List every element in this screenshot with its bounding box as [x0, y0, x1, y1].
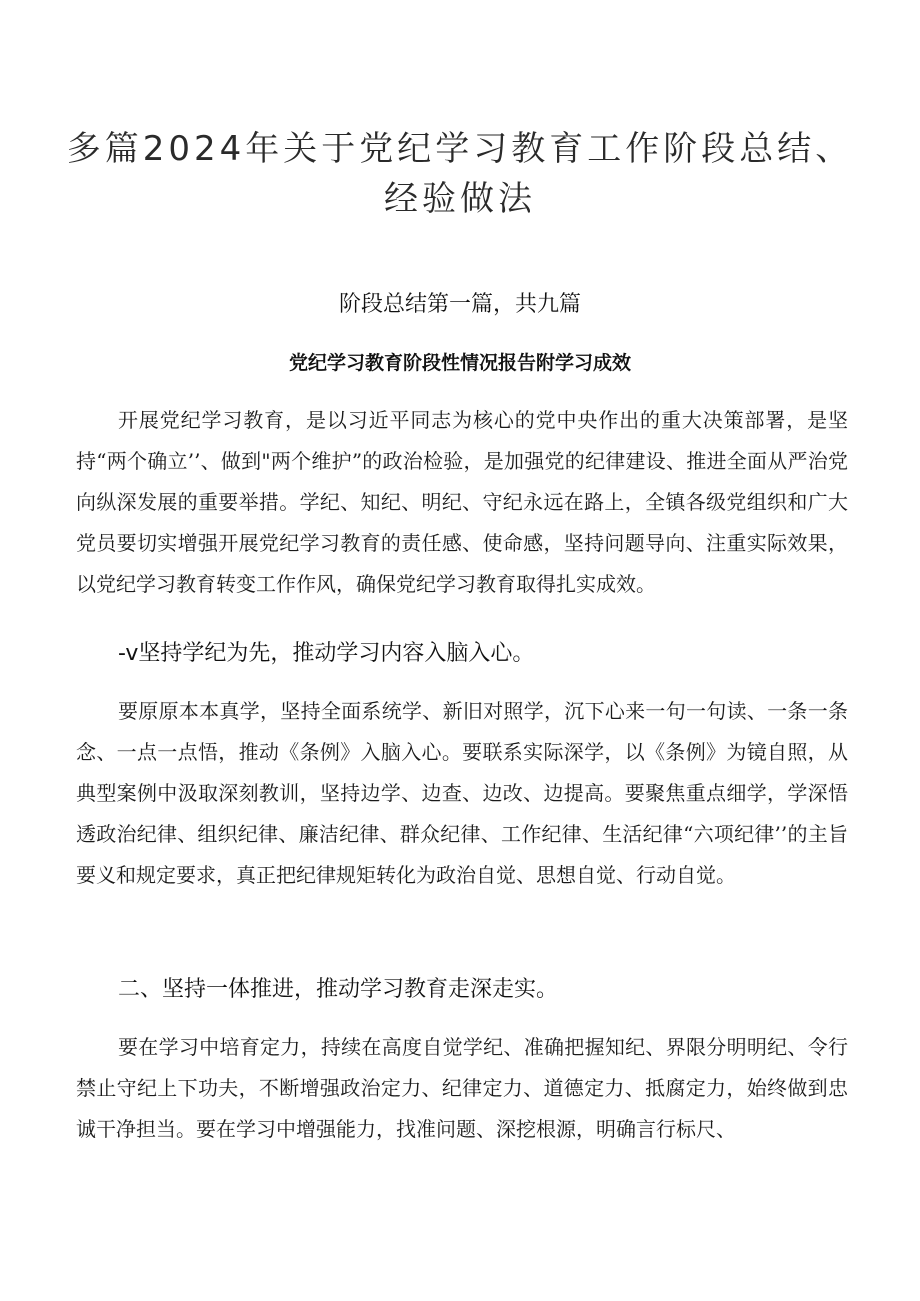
intro-paragraph: 开展党纪学习教育，是以习近平同志为核心的党中央作出的重大决策部署，是坚持“两个确立’’、做到"两个维护”的政治检验，是加强党的纪律建设、推进全面从严治党向纵深发展的重要举措。学纪、知纪、明纪、守纪永远在路上，全镇各级党组织和广大党员要切实增强开展党纪学习教育的责任感、使命感，坚持问题导向、注重实际效果，以党纪学习教育转变工作作风，确保党纪学习教育取得扎实成效。: [76, 408, 848, 596]
section-title: 党纪学习教育阶段性情况报告附学习成效: [288, 352, 631, 374]
study-paragraph: 要原原本本真学，坚持全面系统学、新旧对照学，沉下心来一句一句读、一条一条念、一点一点悟，推动《条例》入脑入心。要联系实际深学，以《条例》为镜自照，从典型案例中汲取深刻教训，坚持边学、边查、边改、边提高。要聚焦重点细学，学深悟透政治纪律、组织纪律、廉洁纪律、群众纪律、工作纪律、生活纪律“六项纪律’’的主旨要义和规定要求，真正把纪律规矩转化为政治自觉、思想自觉、行动自觉。: [76, 699, 848, 887]
document-title: 多篇2024年关于党纪学习教育工作阶段总结、经验做法: [66, 129, 854, 219]
document-subtitle: 阶段总结第一篇，共九篇: [338, 292, 581, 317]
heading-first: -v坚持学纪为先，推动学习内容入脑入心。: [118, 641, 535, 666]
heading-second: 二、坚持一体推进，推动学习教育走深走实。: [118, 977, 559, 1002]
integrated-paragraph: 要在学习中培育定力，持续在高度自觉学纪、准确把握知纪、界限分明明纪、令行禁止守纪上下功夫，不断增强政治定力、纪律定力、道德定力、抵腐定力，始终做到忠诚干净担当。要在学习中增强能力，找准问题、深挖根源，明确言行标尺、: [76, 1035, 848, 1141]
